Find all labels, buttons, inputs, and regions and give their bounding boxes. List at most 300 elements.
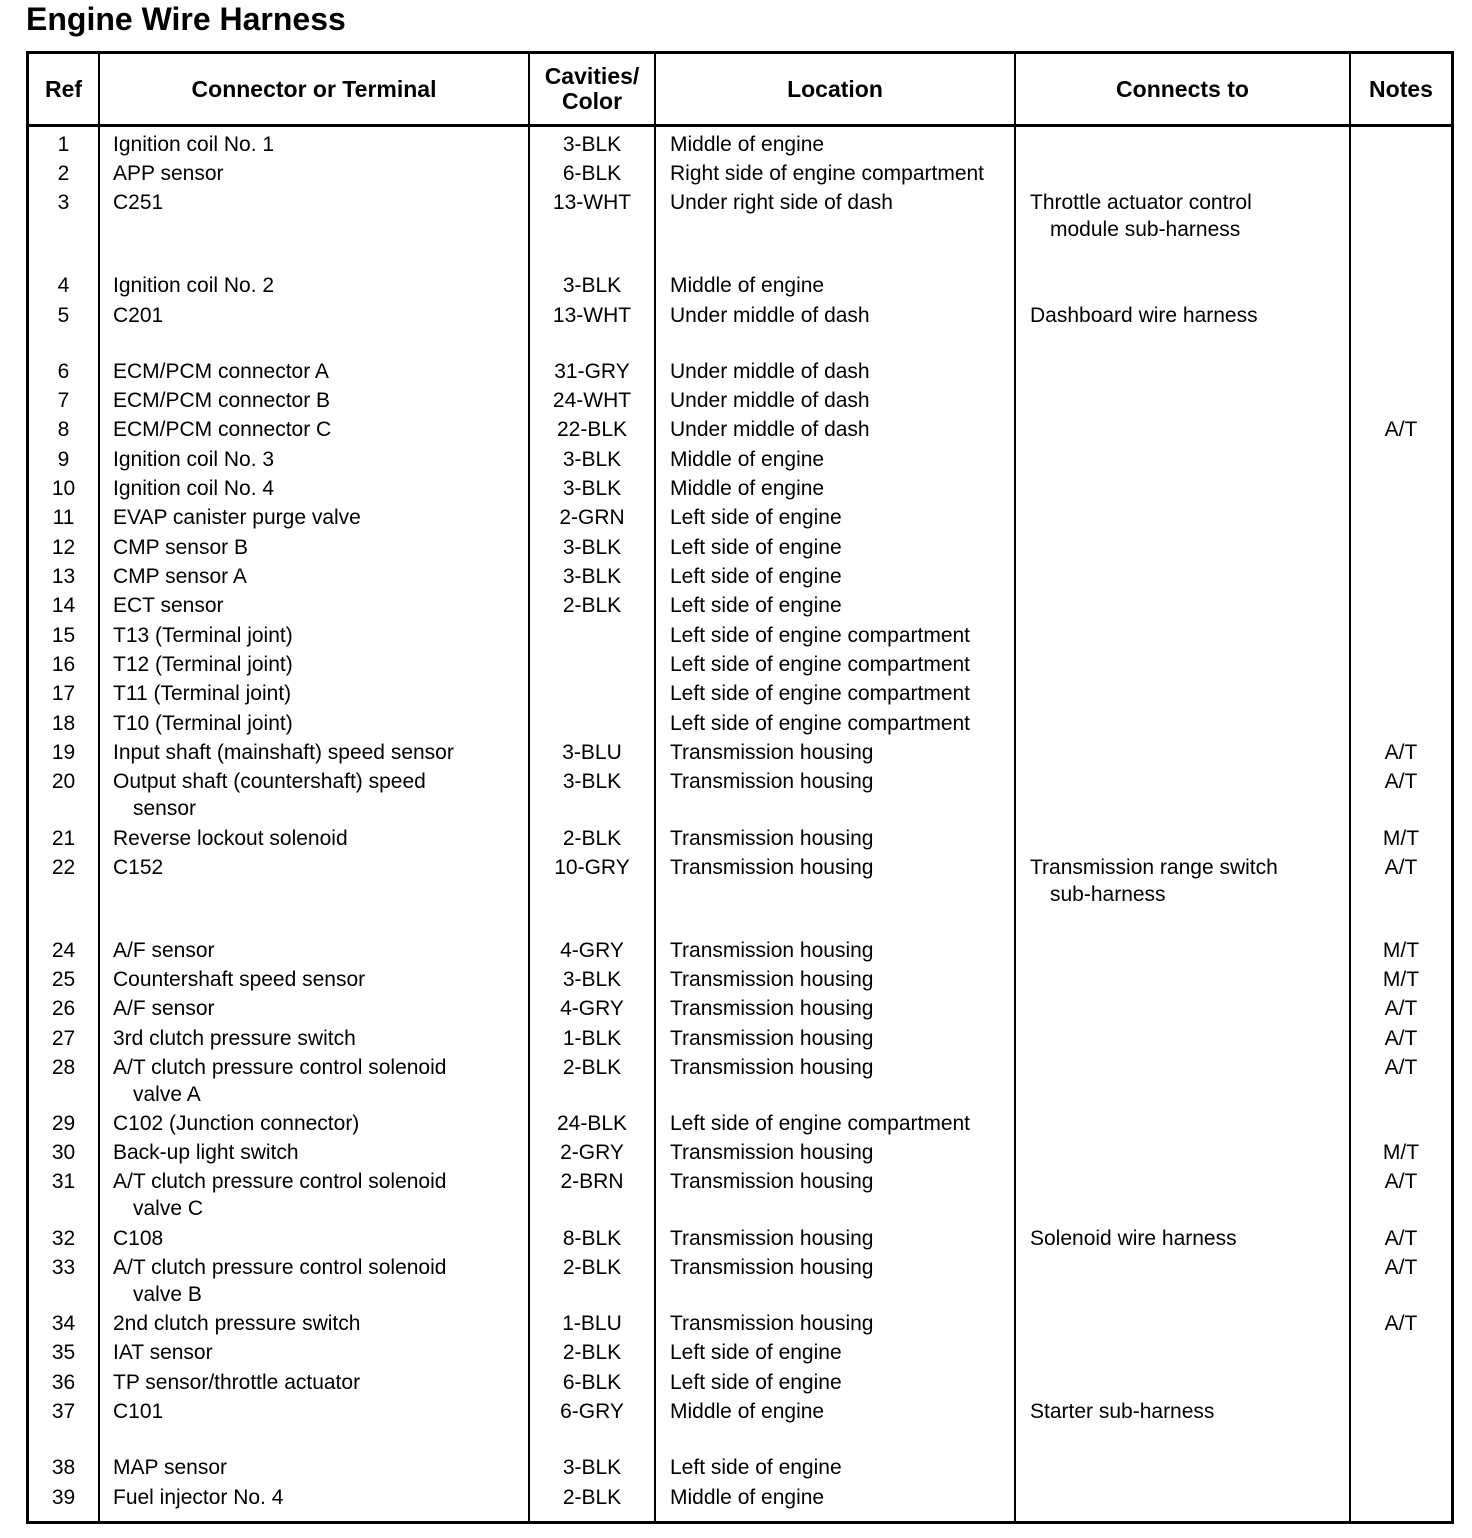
row-notes-text: A/T [1384,997,1418,1020]
row-connector-text: C102 (Junction connector) [113,1112,360,1135]
row-location-text: Transmission housing [670,1312,874,1335]
table-row [29,739,1451,767]
row-connector-text: Ignition coil No. 2 [113,274,275,297]
row-notes-text: A/T [1384,1027,1418,1050]
row-cavities-text: 1-BLU [562,1312,622,1335]
row-cavities [529,1025,655,1052]
row-connector [113,1110,359,1137]
row-cavities-text: 13-WHT [552,304,632,327]
row-ref [29,563,98,590]
row-connector [113,825,348,852]
row-connector [113,854,163,881]
row-cavities-text: 2-GRN [559,506,625,529]
row-location [670,622,970,649]
row-notes-text: A/T [1384,741,1418,764]
row-ref [29,302,98,329]
row-ref-text: 1 [57,133,70,156]
row-cavities [529,1369,655,1396]
row-connector [113,739,454,766]
row-connector-text: 2nd clutch pressure switch [113,1312,361,1335]
row-location-text: Left side of engine [670,506,842,529]
row-location-text: Transmission housing [670,770,874,793]
row-notes [1351,1139,1451,1166]
row-connects-to-text: Dashboard wire harness [1030,304,1258,327]
row-connector [113,592,224,619]
row-connector [113,475,274,502]
row-cavities [529,937,655,964]
row-location [670,995,873,1022]
row-cavities-text: 3-BLU [562,741,622,764]
header-connects-to: Connects to [1116,75,1249,102]
table-row [29,272,1451,300]
row-connector-text: A/T clutch pressure control solenoid [113,1170,447,1193]
row-location-text: Middle of engine [670,1400,825,1423]
row-connector [113,1254,446,1308]
row-connector [113,1310,360,1337]
row-connects-to [1030,1398,1214,1425]
row-connector [113,504,361,531]
row-ref-text: 37 [51,1400,76,1423]
row-connector-continuation: valve C [133,1197,204,1220]
row-location [670,160,984,187]
row-cavities [529,592,655,619]
row-location [670,446,824,473]
row-ref-text: 9 [57,448,70,471]
row-ref-text: 17 [51,682,76,705]
row-cavities-text: 3-BLK [562,274,622,297]
row-ref-text: 29 [51,1112,76,1135]
row-notes [1351,966,1451,993]
row-notes-text: M/T [1382,939,1420,962]
row-connector-text: Ignition coil No. 4 [113,477,275,500]
row-ref-text: 34 [51,1312,76,1335]
table-row [29,358,1451,386]
row-cavities [529,534,655,561]
row-connector [113,651,293,678]
row-cavities-text: 3-BLK [562,477,622,500]
header-divider [29,124,1451,127]
row-connector [113,387,330,414]
row-connector [113,1454,227,1481]
row-connector-text: APP sensor [113,162,224,185]
row-ref-text: 28 [51,1056,76,1079]
row-connector-text: CMP sensor B [113,536,248,559]
row-location [670,937,873,964]
row-location [670,966,873,993]
row-location [670,302,870,329]
row-location [670,1454,842,1481]
row-location-text: Left side of engine [670,594,842,617]
row-ref [29,504,98,531]
table-row [29,680,1451,708]
row-notes [1351,825,1451,852]
row-ref [29,995,98,1022]
row-ref [29,189,98,216]
row-ref-text: 24 [51,939,76,962]
table-row [29,416,1451,444]
row-ref-text: 8 [57,418,70,441]
table-row [29,995,1451,1023]
row-connector-text: A/F sensor [113,997,215,1020]
row-ref-text: 2 [57,162,70,185]
row-connector-text: Output shaft (countershaft) speed [113,770,426,793]
row-location [670,854,873,881]
row-ref [29,1054,98,1081]
row-location-text: Middle of engine [670,133,825,156]
table-row [29,534,1451,562]
table-row [29,160,1451,188]
row-location-text: Transmission housing [670,968,874,991]
row-location-text: Left side of engine [670,1456,842,1479]
row-cavities [529,825,655,852]
row-cavities-text: 2-BRN [560,1170,624,1193]
row-location [670,680,970,707]
row-connector-text: TP sensor/throttle actuator [113,1371,361,1394]
row-location-text: Left side of engine [670,1341,842,1364]
table-row [29,302,1451,330]
row-cavities [529,1110,655,1137]
row-location [670,563,842,590]
row-connector [113,446,274,473]
row-location-text: Under middle of dash [670,389,870,412]
row-location-text: Left side of engine [670,536,842,559]
row-notes-text: A/T [1384,770,1418,793]
row-ref-text: 35 [51,1341,76,1364]
table-row [29,1168,1451,1220]
row-connector-text: T13 (Terminal joint) [113,624,293,647]
row-cavities [529,854,655,881]
row-ref-text: 16 [51,653,76,676]
row-cavities [529,1310,655,1337]
table-row [29,387,1451,415]
row-notes-text: A/T [1384,1227,1418,1250]
row-notes [1351,1225,1451,1252]
row-connector [113,416,331,443]
row-cavities [529,504,655,531]
row-notes [1351,1054,1451,1081]
row-connector [113,534,248,561]
row-ref [29,272,98,299]
row-connects-to-continuation: sub-harness [1050,883,1166,906]
table-row [29,592,1451,620]
row-cavities [529,272,655,299]
row-connector [113,768,426,822]
row-notes [1351,854,1451,881]
row-location [670,768,873,795]
row-ref-text: 31 [51,1170,76,1193]
row-location [670,504,842,531]
row-notes [1351,416,1451,443]
row-connector-text: T10 (Terminal joint) [113,712,293,735]
row-location [670,534,842,561]
row-notes-text: A/T [1384,1056,1418,1079]
row-ref-text: 3 [57,191,70,214]
row-cavities-text: 2-BLK [562,1341,622,1364]
row-location-text: Left side of engine compartment [670,653,971,676]
row-connects-to [1030,302,1258,329]
row-location-text: Transmission housing [670,1027,874,1050]
row-ref [29,592,98,619]
row-connector [113,710,293,737]
row-ref [29,1225,98,1252]
row-cavities [529,1484,655,1511]
row-ref-text: 18 [51,712,76,735]
row-connects-to-text: Transmission range switch [1030,856,1278,879]
row-notes-text: M/T [1382,968,1420,991]
row-connector-text: A/T clutch pressure control solenoid [113,1256,447,1279]
row-location-text: Transmission housing [670,1256,874,1279]
row-location [670,1339,842,1366]
row-connector-text: Ignition coil No. 1 [113,133,275,156]
table-row [29,825,1451,853]
table-row [29,1025,1451,1053]
row-connector-text: MAP sensor [113,1456,227,1479]
row-ref-text: 33 [51,1256,76,1279]
row-location [670,1310,873,1337]
row-connector [113,160,224,187]
table-row [29,1454,1451,1482]
row-cavities-text: 10-GRY [554,856,630,879]
table-row [29,446,1451,474]
row-cavities-text: 24-WHT [552,389,632,412]
row-cavities [529,446,655,473]
row-ref [29,1369,98,1396]
row-cavities-text: 1-BLK [562,1027,622,1050]
row-location [670,1225,873,1252]
row-location-text: Transmission housing [670,741,874,764]
page-title: Engine Wire Harness [26,1,346,37]
row-cavities [529,475,655,502]
row-ref [29,416,98,443]
row-cavities-text: 31-GRY [554,360,630,383]
row-ref-text: 36 [51,1371,76,1394]
table-row [29,131,1451,159]
row-connector [113,680,291,707]
row-location [670,1254,873,1281]
row-connector-text: Input shaft (mainshaft) speed sensor [113,741,454,764]
row-connector-text: ECM/PCM connector B [113,389,331,412]
row-cavities [529,1139,655,1166]
row-ref-text: 20 [51,770,76,793]
row-connector [113,1339,213,1366]
row-location-text: Middle of engine [670,477,825,500]
row-notes [1351,1254,1451,1281]
row-ref-text: 6 [57,360,70,383]
row-location [670,1168,873,1195]
row-cavities [529,1454,655,1481]
row-ref-text: 38 [51,1456,76,1479]
row-cavities [529,189,655,216]
row-location-text: Transmission housing [670,1141,874,1164]
row-connector-text: Reverse lockout solenoid [113,827,348,850]
row-connector-text: A/T clutch pressure control solenoid [113,1056,447,1079]
harness-table [26,51,1454,1524]
row-cavities [529,1225,655,1252]
table-row [29,651,1451,679]
row-location-text: Under middle of dash [670,304,870,327]
row-cavities-text: 6-GRY [560,1400,624,1423]
row-ref [29,854,98,881]
row-connects-to [1030,1225,1237,1252]
row-location [670,739,873,766]
row-ref-text: 14 [51,594,76,617]
row-notes [1351,1168,1451,1195]
row-cavities [529,1339,655,1366]
row-connector [113,131,274,158]
row-notes-text: A/T [1384,1170,1418,1193]
row-cavities-text: 2-BLK [562,827,622,850]
row-cavities [529,739,655,766]
table-row [29,768,1451,820]
row-location [670,1054,873,1081]
row-ref [29,1484,98,1511]
row-location-text: Under middle of dash [670,418,870,441]
row-cavities-text: 4-GRY [560,939,624,962]
row-location-text: Middle of engine [670,1486,825,1509]
table-row [29,1310,1451,1338]
row-location-text: Left side of engine [670,565,842,588]
row-connector-continuation: valve A [133,1083,201,1106]
row-location [670,1139,873,1166]
row-ref-text: 27 [51,1027,76,1050]
row-cavities-text: 8-BLK [562,1227,622,1250]
row-location [670,825,873,852]
row-location [670,1484,824,1511]
row-notes-text: M/T [1382,1141,1420,1164]
row-ref [29,358,98,385]
row-location-text: Transmission housing [670,1227,874,1250]
row-connects-to [1030,189,1252,243]
row-location [670,358,870,385]
row-ref [29,1454,98,1481]
row-ref [29,1025,98,1052]
row-location-text: Transmission housing [670,856,874,879]
row-notes [1351,1310,1451,1337]
table-row [29,710,1451,738]
row-connects-to-continuation: module sub-harness [1050,218,1241,241]
row-location [670,387,870,414]
row-cavities-text: 24-BLK [556,1112,628,1135]
row-cavities [529,387,655,414]
row-ref [29,768,98,795]
row-connector [113,1369,360,1396]
row-cavities-text: 4-GRY [560,997,624,1020]
table-row [29,966,1451,994]
row-ref [29,622,98,649]
row-connector [113,1484,283,1511]
row-connector-text: Countershaft speed sensor [113,968,366,991]
row-connector-text: C108 [113,1227,164,1250]
row-ref-text: 22 [51,856,76,879]
row-ref-text: 5 [57,304,70,327]
table-row [29,1139,1451,1167]
table-row [29,1054,1451,1106]
row-location-text: Middle of engine [670,274,825,297]
row-notes-text: M/T [1382,827,1420,850]
row-cavities [529,563,655,590]
row-location [670,1369,842,1396]
row-connector-text: ECT sensor [113,594,224,617]
row-location [670,272,824,299]
row-ref [29,1398,98,1425]
header-cavities [530,54,654,124]
row-cavities-text: 2-BLK [562,1486,622,1509]
row-location [670,131,824,158]
row-notes-text: A/T [1384,418,1418,441]
row-connector-continuation: valve B [133,1283,202,1306]
row-ref-text: 39 [51,1486,76,1509]
table-row [29,189,1451,241]
row-location-text: Under right side of dash [670,191,893,214]
row-connector-text: T11 (Terminal joint) [113,682,292,705]
header-cavities-line1: Cavities/ [544,63,640,89]
header-ref: Ref [44,75,83,102]
row-ref [29,1254,98,1281]
row-cavities [529,768,655,795]
row-connector-text: EVAP canister purge valve [113,506,361,529]
row-connector-text: CMP sensor A [113,565,247,588]
row-connector [113,937,215,964]
table-row [29,622,1451,650]
row-connector [113,995,215,1022]
row-location [670,1025,873,1052]
row-location [670,189,893,216]
row-connector-text: ECM/PCM connector A [113,360,329,383]
row-ref [29,651,98,678]
row-notes [1351,937,1451,964]
row-ref-text: 13 [51,565,76,588]
row-ref-text: 7 [57,389,70,412]
row-location-text: Left side of engine compartment [670,712,971,735]
row-connects-to-text: Starter sub-harness [1030,1400,1215,1423]
row-ref [29,387,98,414]
row-connector [113,1139,299,1166]
row-cavities [529,1254,655,1281]
row-ref [29,446,98,473]
row-cavities-text: 3-BLK [562,448,622,471]
row-location-text: Left side of engine compartment [670,1112,971,1135]
row-cavities-text: 2-BLK [562,1056,622,1079]
row-ref-text: 30 [51,1141,76,1164]
row-connector [113,302,163,329]
row-ref-text: 25 [51,968,76,991]
row-ref [29,710,98,737]
row-connector-text: ECM/PCM connector C [113,418,332,441]
row-cavities [529,131,655,158]
row-location-text: Transmission housing [670,939,874,962]
row-cavities [529,1054,655,1081]
header-cavities-line2: Color [561,88,623,114]
row-connector-text: 3rd clutch pressure switch [113,1027,356,1050]
row-connector-text: C152 [113,856,164,879]
row-location-text: Middle of engine [670,448,825,471]
row-cavities-text: 2-BLK [562,594,622,617]
row-cavities [529,358,655,385]
row-connects-to-text: Solenoid wire harness [1030,1227,1237,1250]
header-notes: Notes [1369,75,1433,102]
row-location-text: Under middle of dash [670,360,870,383]
row-connector-text: Fuel injector No. 4 [113,1486,284,1509]
row-connector [113,189,163,216]
row-connector-text: C201 [113,304,164,327]
table-row [29,854,1451,906]
row-ref [29,1168,98,1195]
row-location-text: Transmission housing [670,1170,874,1193]
row-cavities [529,416,655,443]
row-location [670,1398,824,1425]
row-notes-text: A/T [1384,856,1418,879]
row-ref-text: 11 [52,506,75,529]
